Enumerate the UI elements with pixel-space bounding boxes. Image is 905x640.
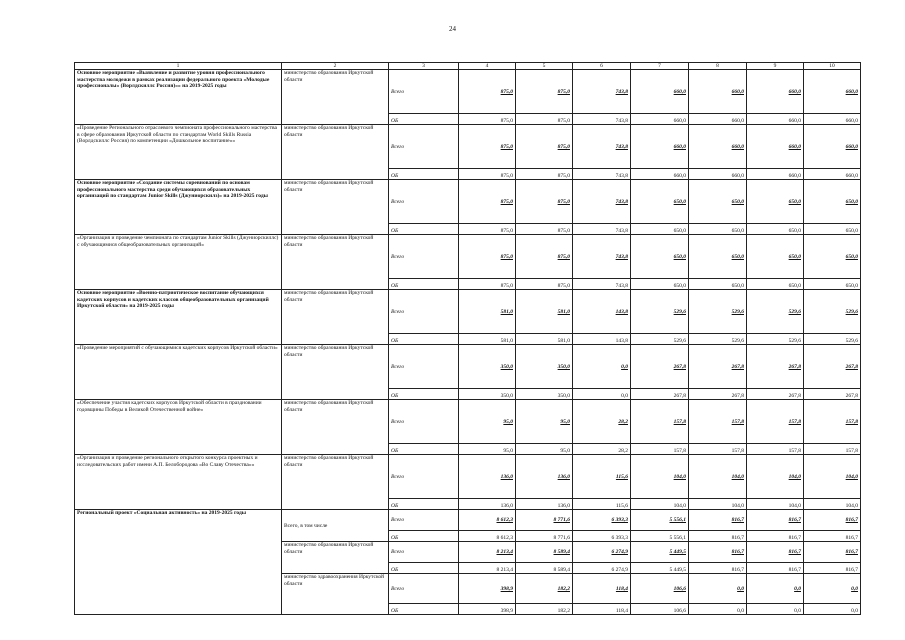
- amount-cell: 875,0: [516, 70, 573, 114]
- amount-cell: 660,0: [689, 125, 747, 169]
- amount-cell: 660,0: [689, 70, 747, 114]
- amount-cell: 267,8: [689, 345, 747, 389]
- amount-cell: 106,6: [631, 604, 689, 615]
- amount-cell: 104,0: [747, 455, 804, 499]
- amount-cell: 398,9: [459, 604, 516, 615]
- amount-cell: 104,0: [804, 499, 861, 510]
- amount-cell: 816,7: [804, 510, 861, 531]
- amount-cell: 660,0: [804, 70, 861, 114]
- amount-cell: 143,8: [573, 290, 631, 334]
- funding-source: ОБ: [389, 114, 459, 125]
- funding-source: ОБ: [389, 279, 459, 290]
- amount-cell: 875,0: [459, 180, 516, 224]
- event-row: [75, 290, 861, 334]
- amount-cell: 95,0: [516, 400, 573, 444]
- amount-cell: 8 612,3: [459, 531, 516, 542]
- amount-cell: 816,7: [804, 563, 861, 574]
- amount-cell: 136,0: [516, 499, 573, 510]
- event-row: [75, 70, 861, 114]
- amount-cell: 104,0: [631, 499, 689, 510]
- amount-cell: 875,0: [459, 114, 516, 125]
- amount-cell: 157,8: [747, 400, 804, 444]
- amount-cell: 743,8: [573, 114, 631, 125]
- amount-cell: 350,0: [516, 345, 573, 389]
- amount-cell: 650,0: [804, 235, 861, 279]
- funding-source: Всего: [389, 455, 459, 499]
- amount-cell: 5 556,1: [631, 531, 689, 542]
- amount-cell: 106,6: [631, 574, 689, 604]
- amount-cell: 95,0: [459, 400, 516, 444]
- amount-cell: 267,8: [804, 345, 861, 389]
- column-number: 9: [747, 63, 804, 70]
- funding-source: ОБ: [389, 563, 459, 574]
- event-name: «Проведение Регионального отраслевого чемпионата профессионального мастерства в сфере образования Иркутской области по стандартам World Skills Russia (Ворлдскиллс Россия) по компетенции «Дошкольное воспитание»»: [75, 125, 282, 180]
- amount-cell: 0,0: [804, 604, 861, 615]
- amount-cell: 660,0: [804, 114, 861, 125]
- amount-cell: 529,6: [804, 290, 861, 334]
- amount-cell: 529,6: [689, 290, 747, 334]
- event-name: Основное мероприятие «Создание системы соревнований по основам профессионального мастерства среди обучающихся образовательных организаций по стандартам Junior Skills (Джуниорскилз)» на 2019-2025 годы: [75, 180, 282, 235]
- budget-table: [74, 62, 861, 615]
- amount-cell: 8 771,6: [516, 510, 573, 531]
- amount-cell: 660,0: [689, 114, 747, 125]
- amount-cell: 816,7: [689, 563, 747, 574]
- amount-cell: 875,0: [516, 169, 573, 180]
- column-number-row: [75, 63, 861, 70]
- amount-cell: 529,6: [689, 334, 747, 345]
- funding-source: Всего: [389, 542, 459, 563]
- funding-source: Всего: [389, 290, 459, 334]
- event-row: [75, 455, 861, 499]
- event-row: [75, 180, 861, 224]
- amount-cell: 0,0: [573, 345, 631, 389]
- amount-cell: 650,0: [631, 279, 689, 290]
- amount-cell: 104,0: [631, 455, 689, 499]
- funding-source: Всего: [389, 180, 459, 224]
- amount-cell: 650,0: [747, 235, 804, 279]
- amount-cell: 816,7: [689, 542, 747, 563]
- amount-cell: 875,0: [459, 235, 516, 279]
- amount-cell: 875,0: [459, 169, 516, 180]
- amount-cell: 875,0: [459, 70, 516, 114]
- amount-cell: 816,7: [747, 563, 804, 574]
- amount-cell: 660,0: [804, 169, 861, 180]
- event-row: [75, 345, 861, 389]
- amount-cell: 743,8: [573, 180, 631, 224]
- amount-cell: 650,0: [804, 224, 861, 235]
- amount-cell: 0,0: [747, 574, 804, 604]
- amount-cell: 8 612,3: [459, 510, 516, 531]
- event-row: [75, 235, 861, 279]
- event-name: «Проведение мероприятий с обучающимися кадетских корпусов Иркутской области»: [75, 345, 282, 400]
- amount-cell: 157,8: [631, 400, 689, 444]
- amount-cell: 650,0: [689, 235, 747, 279]
- amount-cell: 650,0: [804, 180, 861, 224]
- amount-cell: 28,2: [573, 444, 631, 455]
- responsible-executor: министерство образования Иркутской области: [282, 180, 389, 235]
- amount-cell: 875,0: [516, 125, 573, 169]
- amount-cell: 743,8: [573, 125, 631, 169]
- amount-cell: 104,0: [804, 455, 861, 499]
- amount-cell: 650,0: [689, 180, 747, 224]
- event-name: Основное мероприятие «Выявление и развитие уровня профессионального мастерства молодежи в рамках реализации федерального проекта «Молодые профессионалы» (Ворлдскиллс Россия)»» на 2019-2025 годы: [75, 70, 282, 125]
- amount-cell: 660,0: [631, 169, 689, 180]
- amount-cell: 267,8: [747, 345, 804, 389]
- amount-cell: 816,7: [689, 510, 747, 531]
- amount-cell: 267,8: [804, 389, 861, 400]
- amount-cell: 743,8: [573, 235, 631, 279]
- amount-cell: 650,0: [631, 224, 689, 235]
- funding-source: Всего: [389, 345, 459, 389]
- amount-cell: 650,0: [689, 224, 747, 235]
- amount-cell: 650,0: [804, 279, 861, 290]
- amount-cell: 350,0: [459, 389, 516, 400]
- event-name: Основное мероприятие «Военно-патриотическое воспитание обучающихся кадетских корпусов и кадетских классов общеобразовательных организаций Иркутской области» на 2019-2025 годы: [75, 290, 282, 345]
- funding-source: Всего: [389, 574, 459, 604]
- responsible-executor: министерство образования Иркутской области: [282, 235, 389, 290]
- funding-source: ОБ: [389, 604, 459, 615]
- amount-cell: 267,8: [631, 345, 689, 389]
- amount-cell: 0,0: [689, 604, 747, 615]
- column-number: 5: [516, 63, 573, 70]
- funding-source: ОБ: [389, 531, 459, 542]
- amount-cell: 816,7: [747, 542, 804, 563]
- amount-cell: 0,0: [747, 604, 804, 615]
- amount-cell: 743,8: [573, 279, 631, 290]
- amount-cell: 157,8: [747, 444, 804, 455]
- regional-total-row: [75, 510, 861, 531]
- amount-cell: 350,0: [516, 389, 573, 400]
- amount-cell: 660,0: [631, 70, 689, 114]
- event-name: «Организация и проведение чемпионата по стандартам Junior Skills (Джуниорскиллс) с обучающимися общеобразовательных организаций»: [75, 235, 282, 290]
- amount-cell: 28,2: [573, 400, 631, 444]
- amount-cell: 660,0: [747, 70, 804, 114]
- funding-source: Всего: [389, 510, 459, 531]
- amount-cell: 8 213,4: [459, 563, 516, 574]
- amount-cell: 660,0: [747, 114, 804, 125]
- amount-cell: 136,0: [459, 455, 516, 499]
- amount-cell: 816,7: [747, 510, 804, 531]
- amount-cell: 875,0: [516, 235, 573, 279]
- amount-cell: 157,8: [689, 444, 747, 455]
- amount-cell: 136,0: [459, 499, 516, 510]
- column-number: 3: [389, 63, 459, 70]
- column-number: 1: [75, 63, 282, 70]
- amount-cell: 6 274,9: [573, 542, 631, 563]
- amount-cell: 875,0: [516, 279, 573, 290]
- amount-cell: 8 589,4: [516, 563, 573, 574]
- amount-cell: 95,0: [516, 444, 573, 455]
- amount-cell: 157,8: [804, 400, 861, 444]
- column-number: 4: [459, 63, 516, 70]
- amount-cell: 660,0: [804, 125, 861, 169]
- amount-cell: 0,0: [689, 574, 747, 604]
- amount-cell: 8 589,4: [516, 542, 573, 563]
- amount-cell: 650,0: [747, 180, 804, 224]
- amount-cell: 650,0: [631, 180, 689, 224]
- amount-cell: 95,0: [459, 444, 516, 455]
- amount-cell: 182,2: [516, 604, 573, 615]
- amount-cell: 650,0: [747, 279, 804, 290]
- funding-source: Всего: [389, 235, 459, 279]
- amount-cell: 875,0: [459, 125, 516, 169]
- event-row: [75, 400, 861, 444]
- amount-cell: 6 393,3: [573, 531, 631, 542]
- funding-source: Всего: [389, 70, 459, 114]
- amount-cell: 529,6: [631, 290, 689, 334]
- responsible-executor: министерство образования Иркутской области: [282, 125, 389, 180]
- amount-cell: 743,8: [573, 169, 631, 180]
- amount-cell: 660,0: [631, 125, 689, 169]
- responsible-executor: министерство образования Иркутской области: [282, 542, 389, 574]
- amount-cell: 5 449,5: [631, 542, 689, 563]
- amount-cell: 650,0: [747, 224, 804, 235]
- funding-source: Всего: [389, 400, 459, 444]
- amount-cell: 398,9: [459, 574, 516, 604]
- amount-cell: 816,7: [804, 531, 861, 542]
- funding-source: ОБ: [389, 499, 459, 510]
- amount-cell: 143,8: [573, 334, 631, 345]
- amount-cell: 581,0: [459, 334, 516, 345]
- responsible-executor: министерство образования Иркутской области: [282, 455, 389, 510]
- amount-cell: 529,6: [747, 290, 804, 334]
- amount-cell: 157,8: [689, 400, 747, 444]
- column-number: 7: [631, 63, 689, 70]
- total-label: Всего, в том числе: [282, 510, 389, 542]
- amount-cell: 8 213,4: [459, 542, 516, 563]
- amount-cell: 660,0: [747, 169, 804, 180]
- amount-cell: 5 449,5: [631, 563, 689, 574]
- amount-cell: 529,6: [631, 334, 689, 345]
- responsible-executor: министерство здравоохранения Иркутской области: [282, 574, 389, 615]
- event-name: «Обеспечение участия кадетских корпусов Иркутской области в праздновании годовщины Победы в Великой Отечественной войне»: [75, 400, 282, 455]
- amount-cell: 267,8: [631, 389, 689, 400]
- amount-cell: 157,8: [804, 444, 861, 455]
- amount-cell: 0,0: [804, 574, 861, 604]
- funding-source: ОБ: [389, 169, 459, 180]
- amount-cell: 816,7: [804, 542, 861, 563]
- amount-cell: 743,8: [573, 224, 631, 235]
- amount-cell: 660,0: [631, 114, 689, 125]
- amount-cell: 118,4: [573, 574, 631, 604]
- funding-source: ОБ: [389, 389, 459, 400]
- amount-cell: 267,8: [747, 389, 804, 400]
- amount-cell: 104,0: [689, 499, 747, 510]
- regional-project-name: Региональный проект «Социальная активность» на 2019-2025 годы: [75, 510, 282, 615]
- funding-source: ОБ: [389, 334, 459, 345]
- table-body: [75, 63, 861, 615]
- amount-cell: 118,4: [573, 604, 631, 615]
- amount-cell: 6 393,3: [573, 510, 631, 531]
- amount-cell: 115,6: [573, 499, 631, 510]
- funding-source: ОБ: [389, 224, 459, 235]
- column-number: 2: [282, 63, 389, 70]
- amount-cell: 581,0: [516, 290, 573, 334]
- amount-cell: 0,0: [573, 389, 631, 400]
- column-number: 6: [573, 63, 631, 70]
- responsible-executor: министерство образования Иркутской области: [282, 400, 389, 455]
- column-number: 8: [689, 63, 747, 70]
- amount-cell: 350,0: [459, 345, 516, 389]
- amount-cell: 660,0: [747, 125, 804, 169]
- amount-cell: 660,0: [689, 169, 747, 180]
- funding-source: Всего: [389, 125, 459, 169]
- amount-cell: 104,0: [689, 455, 747, 499]
- amount-cell: 743,8: [573, 70, 631, 114]
- amount-cell: 875,0: [459, 224, 516, 235]
- amount-cell: 267,8: [689, 389, 747, 400]
- page-number: 24: [449, 25, 456, 33]
- amount-cell: 816,7: [689, 531, 747, 542]
- amount-cell: 157,8: [631, 444, 689, 455]
- amount-cell: 650,0: [689, 279, 747, 290]
- amount-cell: 650,0: [631, 235, 689, 279]
- amount-cell: 875,0: [516, 180, 573, 224]
- event-row: [75, 125, 861, 169]
- amount-cell: 115,6: [573, 455, 631, 499]
- amount-cell: 5 556,1: [631, 510, 689, 531]
- column-number: 10: [804, 63, 861, 70]
- amount-cell: 529,6: [747, 334, 804, 345]
- responsible-executor: министерство образования Иркутской области: [282, 290, 389, 345]
- amount-cell: 8 771,6: [516, 531, 573, 542]
- funding-source: ОБ: [389, 444, 459, 455]
- amount-cell: 136,0: [516, 455, 573, 499]
- amount-cell: 875,0: [516, 114, 573, 125]
- amount-cell: 581,0: [516, 334, 573, 345]
- amount-cell: 529,6: [804, 334, 861, 345]
- amount-cell: 6 274,9: [573, 563, 631, 574]
- amount-cell: 875,0: [459, 279, 516, 290]
- amount-cell: 875,0: [516, 224, 573, 235]
- amount-cell: 182,2: [516, 574, 573, 604]
- amount-cell: 581,0: [459, 290, 516, 334]
- amount-cell: 816,7: [747, 531, 804, 542]
- event-name: «Организация и проведение регионального открытого конкурса проектных и исследовательских работ имени А.П. Белобородова «Во Славу Отечества»»: [75, 455, 282, 510]
- responsible-executor: министерство образования Иркутской области: [282, 345, 389, 400]
- responsible-executor: министерство образования Иркутской области: [282, 70, 389, 125]
- amount-cell: 104,0: [747, 499, 804, 510]
